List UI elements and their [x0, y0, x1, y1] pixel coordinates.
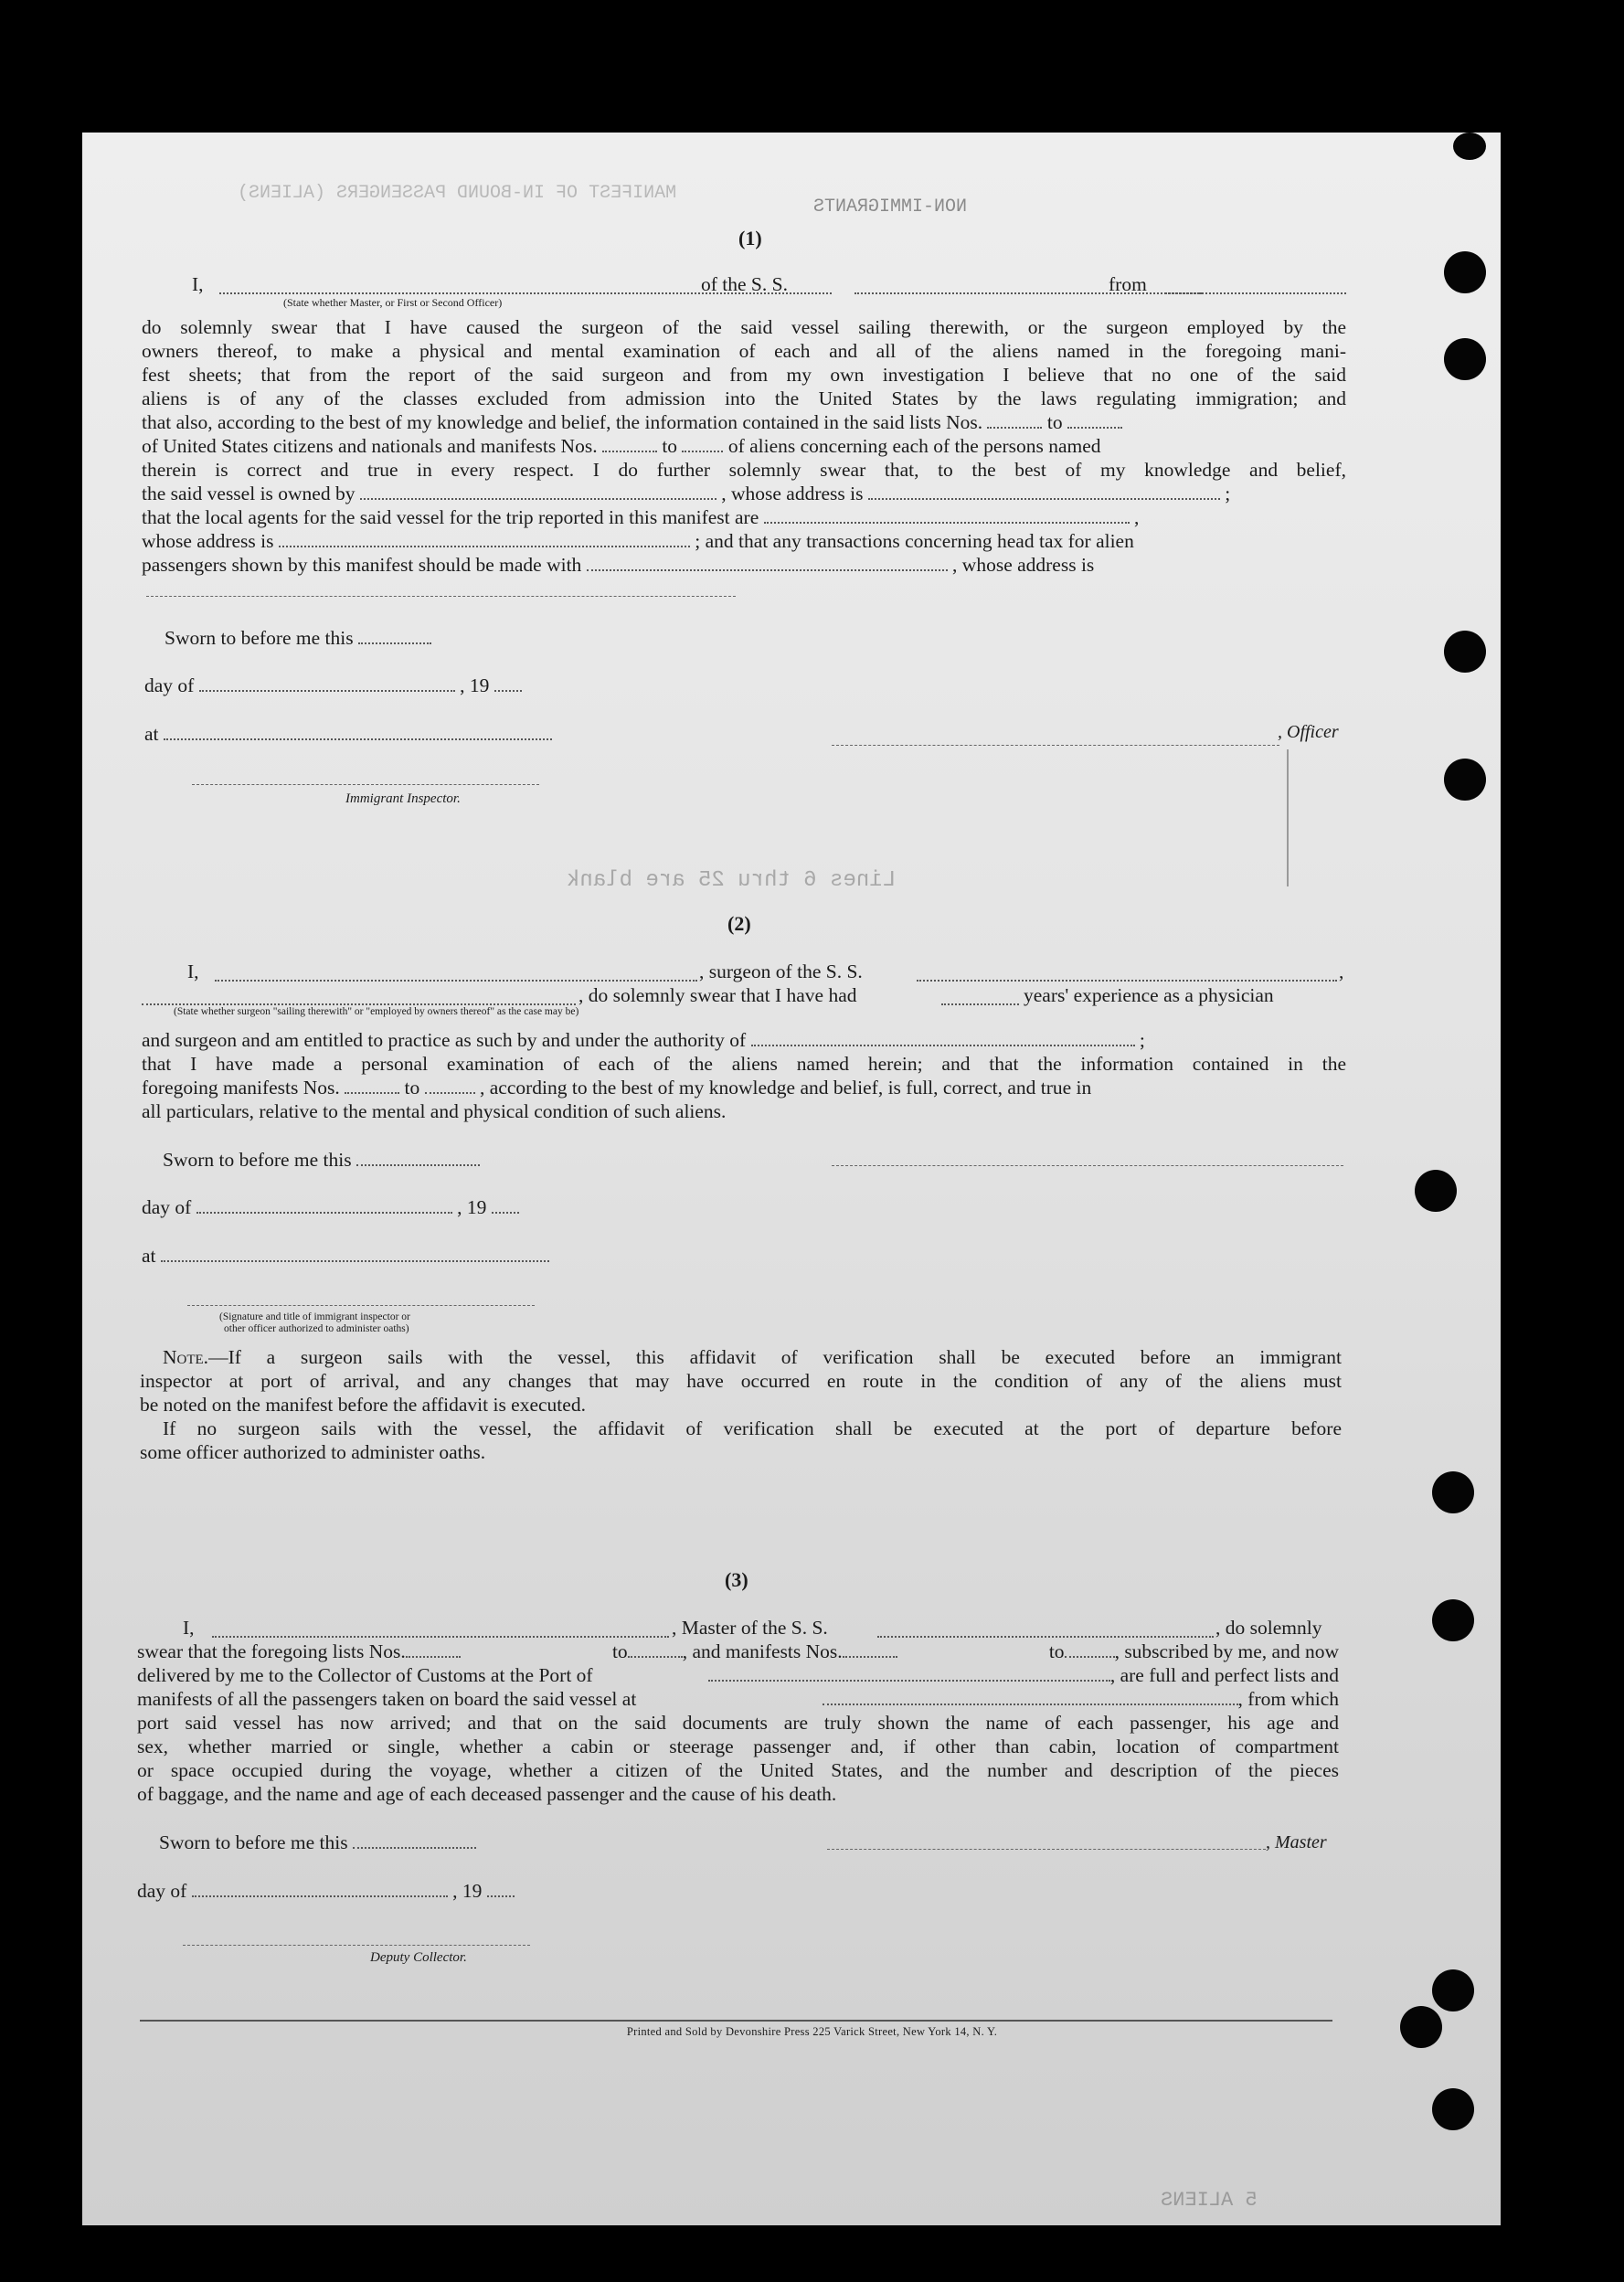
are-full-text: , are full and perfect lists and [1109, 1664, 1339, 1686]
section-2-para-line-1 [142, 1028, 1346, 1052]
note-line-4: If no surgeon sails with the vessel, the affidavit of verification shall be executed at the port of departure before [163, 1417, 1342, 1439]
section-3-para-line-4: port said vessel has now arrived; and that on the said documents are truly shown the name of each passenger, his age and [137, 1712, 1339, 1734]
officer-signature-line [832, 745, 1279, 746]
section-3-para-line-5: sex, whether married or single, whether a cabin or steerage passenger and, if other than cabin, location of compartment [137, 1735, 1339, 1757]
manifests-nos-text: of United States citizens and nationals and manifests Nos. [142, 435, 598, 457]
owned-by-text: the said vessel is owned by [142, 483, 356, 504]
sworn-line-2 [163, 1148, 620, 1172]
day-of-line-2 [142, 1195, 599, 1219]
semicolon: ; [1225, 483, 1231, 504]
year-field[interactable] [494, 677, 522, 692]
text-from: from [1109, 273, 1147, 295]
section-1-para-line-1: do solemnly swear that I have caused the surgeon of the said vessel sailing therewith, or the surgeon employed by the [142, 316, 1346, 338]
owner-address-field[interactable] [868, 485, 1220, 500]
at-field-2[interactable] [161, 1247, 549, 1262]
master-name-field-3[interactable] [212, 1623, 669, 1638]
master-signature-line [827, 1849, 1266, 1850]
owner-field[interactable] [360, 485, 716, 500]
inspector-signature-line [192, 784, 539, 785]
year-19-text: , 19 [457, 1196, 487, 1218]
sworn-text: Sworn to before me this [163, 1149, 352, 1171]
authority-text: and surgeon and am entitled to practice as such by and under the authority of [142, 1029, 747, 1051]
caption-surgeon: (State whether surgeon "sailing therewith" or "employed by owners thereof" as the case may be) [174, 1006, 579, 1017]
at-line-1 [144, 722, 601, 746]
sworn-line-3 [159, 1831, 616, 1854]
section-1-number: (1) [738, 227, 762, 249]
do-solemnly-text: , do solemnly [1215, 1617, 1322, 1639]
day-of-field-3[interactable] [192, 1883, 448, 1897]
binder-hole [1415, 1170, 1457, 1212]
sworn-date-field-2[interactable] [356, 1152, 480, 1166]
year-field-2[interactable] [492, 1199, 519, 1214]
text-i: I, [187, 961, 199, 982]
note-label: Note. [163, 1346, 209, 1368]
binder-hole [1444, 759, 1486, 801]
lists-nos-text: that also, according to the best of my knowledge and belief, the information contained in the said lists Nos. [142, 411, 983, 433]
agents-address-text: whose address is [142, 530, 274, 552]
section-2-para-line-3 [142, 1076, 1346, 1099]
whose-address-text: , whose address is [721, 483, 864, 504]
sworn-text: Sworn to before me this [159, 1831, 348, 1853]
manifests-all-text: manifests of all the passengers taken on board the said vessel at [137, 1688, 637, 1710]
semicolon: ; [1139, 1029, 1145, 1051]
to-text: to [662, 435, 678, 457]
inspector-signature-line-2 [187, 1305, 535, 1306]
surgeon-vessel-field[interactable] [917, 967, 1337, 982]
master-label: , Master [1266, 1832, 1327, 1852]
text-i: I, [183, 1617, 195, 1639]
transactions-text: passengers shown by this manifest should be made with [142, 554, 582, 576]
sworn-line-1 [165, 626, 621, 650]
to-text: to [404, 1077, 420, 1099]
lists-nos-field-3[interactable] [406, 1643, 461, 1658]
experience-text: years' experience as a physician [1024, 984, 1274, 1006]
manifests-to-field[interactable] [682, 438, 723, 452]
section-3-para-line-6: or space occupied during the voyage, whether a citizen of the United States, and the number and description of the pieces [137, 1759, 1339, 1781]
comma: , [1133, 506, 1140, 528]
lists-to-field[interactable] [1067, 414, 1122, 429]
subscribed-text: , subscribed by me, and now [1114, 1640, 1339, 1662]
solemnly-swear-text: , do solemnly swear that I have had [578, 984, 857, 1006]
address-continuation-line [146, 596, 736, 597]
bleed-through-manifest: MANIFEST OF IN-BOUND PASSENGERS (ALIENS) [238, 183, 677, 204]
bleed-through-aliens: 5 ALIENS [1161, 2189, 1258, 2212]
surgeon-of-ss-text: , surgeon of the S. S. [699, 961, 863, 982]
section-1-para-line-4: aliens is of any of the classes excluded from admission into the United States by the laws regulating immigration; and [142, 387, 1346, 409]
section-1-para-line-6 [142, 434, 1346, 458]
local-agents-field[interactable] [764, 509, 1130, 524]
officer-label: , Officer [1278, 722, 1339, 742]
master-vessel-field[interactable] [877, 1623, 1214, 1638]
sworn-date-field-3[interactable] [353, 1834, 476, 1849]
deputy-caption: Deputy Collector. [370, 1950, 467, 1965]
inspector-caption: Immigrant Inspector. [345, 791, 461, 806]
manifests-to-field-3[interactable] [1065, 1643, 1115, 1658]
lists-nos-text: swear that the foregoing lists Nos. [137, 1640, 406, 1662]
manifests-nos-field-3[interactable] [843, 1643, 897, 1658]
vessel-name-field[interactable] [854, 280, 1202, 294]
at-text: at [144, 723, 159, 745]
year-19-text: , 19 [460, 674, 490, 696]
manifests-nos-field-2[interactable] [345, 1079, 399, 1094]
head-tax-text: ; and that any transactions concerning head tax for alien [695, 530, 1134, 552]
day-of-line-1 [144, 674, 601, 697]
section-3-para-line-2 [137, 1663, 1339, 1687]
note-line-3: be noted on the manifest before the affidavit is executed. [140, 1394, 586, 1416]
to-text: to [611, 1640, 628, 1662]
section-2-number: (2) [727, 912, 751, 935]
comma: , [1339, 961, 1344, 982]
section-3-para-line-7: of baggage, and the name and age of each deceased passenger and the cause of his death. [137, 1783, 837, 1805]
transactions-party-field[interactable] [587, 557, 948, 571]
according-text: , according to the best of my knowledge and belief, is full, correct, and true in [480, 1077, 1092, 1099]
manifests-nos-field[interactable] [602, 438, 657, 452]
text-i: I, [192, 273, 204, 295]
section-3-number: (3) [725, 1568, 748, 1591]
bleed-through-non-immigrants: NON-IMMIGRANTS [813, 196, 968, 218]
section-1-para-line-8 [142, 482, 1346, 505]
from-which-text: , from which [1237, 1688, 1339, 1710]
to-text: to [1048, 1640, 1065, 1662]
at-text: at [142, 1245, 156, 1267]
binder-hole [1432, 1471, 1474, 1513]
port-from-field[interactable] [1165, 280, 1346, 294]
section-3-para-line-1 [137, 1640, 1339, 1663]
text-of-the-ss: of the S. S. [701, 273, 788, 295]
signature-caption-1: (Signature and title of immigrant inspector or [219, 1311, 410, 1322]
footer-rule [140, 2020, 1332, 2022]
year-19-text: , 19 [452, 1880, 483, 1902]
section-2-para-line-2: that I have made a personal examination of each of the aliens named herein; and that the information contained in the [142, 1053, 1346, 1075]
port-field[interactable] [708, 1667, 1110, 1682]
at-line-2 [142, 1244, 599, 1268]
day-of-text: day of [137, 1880, 187, 1902]
agents-address-field[interactable] [279, 533, 690, 547]
sworn-date-field[interactable] [358, 630, 431, 644]
note-text: —If a surgeon sails with the vessel, this affidavit of verification shall be executed before an immigrant [208, 1346, 1342, 1368]
binder-hole [1453, 133, 1486, 160]
local-agents-text: that the local agents for the said vessel for the trip reported in this manifest are [142, 506, 759, 528]
port-of-embarkation-field[interactable] [823, 1691, 1238, 1705]
note-line-5: some officer authorized to administer oaths. [140, 1441, 486, 1463]
manifests-nos-text: foregoing manifests Nos. [142, 1077, 340, 1099]
section-1-para-line-10 [142, 529, 1346, 553]
sworn-text: Sworn to before me this [165, 627, 354, 649]
collector-text: delivered by me to the Collector of Customs at the Port of [137, 1664, 593, 1686]
section-1-para-line-7: therein is correct and true in every respect. I do further solemnly swear that, to the best of my knowledge and belief, [142, 459, 1346, 481]
section-2-para-line-4: all particulars, relative to the mental and physical condition of such aliens. [142, 1100, 727, 1122]
manifests-to-field-2[interactable] [425, 1079, 475, 1094]
day-of-text: day of [142, 1196, 192, 1218]
at-field[interactable] [164, 726, 552, 740]
form-margin-rule [1287, 749, 1289, 886]
master-of-ss-text: , Master of the S. S. [672, 1617, 828, 1639]
lists-to-field-3[interactable] [628, 1643, 683, 1658]
bleed-through-lines-blank: Lines 6 thru 25 are blank [567, 868, 897, 893]
note-line-1 [163, 1345, 1342, 1369]
day-of-field-2[interactable] [196, 1199, 452, 1214]
section-1-para-line-5 [142, 410, 1346, 434]
aliens-text: of aliens concerning each of the persons named [727, 435, 1101, 457]
binder-hole [1432, 1599, 1474, 1641]
section-1-para-line-11 [142, 553, 1346, 577]
years-field[interactable] [941, 991, 1019, 1005]
surgeon-name-field[interactable] [215, 967, 697, 982]
note-line-2: inspector at port of arrival, and any changes that may have occurred en route in the condition of any of the aliens must [140, 1370, 1342, 1392]
section-1-para-line-3: fest sheets; that from the report of the said surgeon and from my own investigation I believe that no one of the said [142, 364, 1346, 386]
section-1-para-line-2: owners thereof, to make a physical and mental examination of each and all of the aliens named in the foregoing mani- [142, 340, 1346, 362]
day-of-text: day of [144, 674, 195, 696]
binder-hole [1444, 338, 1486, 380]
section-3-para-line-3 [137, 1687, 1339, 1711]
deputy-signature-line [183, 1945, 530, 1946]
binder-hole [1432, 2088, 1474, 2130]
section-1-para-line-9 [142, 505, 1346, 529]
caption-master: (State whether Master, or First or Second Officer) [283, 296, 503, 309]
surgeon-signature-line [832, 1165, 1343, 1166]
year-field-3[interactable] [487, 1883, 515, 1897]
whose-address-text: , whose address is [952, 554, 1095, 576]
to-text: to [1046, 411, 1063, 433]
signature-caption-2: other officer authorized to administer oaths) [224, 1323, 409, 1334]
authority-field[interactable] [751, 1032, 1135, 1046]
binder-hole [1444, 251, 1486, 293]
lists-nos-field[interactable] [987, 414, 1042, 429]
day-of-line-3 [137, 1879, 594, 1903]
and-manifests-text: , and manifests Nos. [682, 1640, 843, 1662]
printer-imprint: Printed and Sold by Devonshire Press 225 Varick Street, New York 14, N. Y. [626, 2025, 998, 2038]
binder-hole [1444, 631, 1486, 673]
binder-hole [1432, 1969, 1474, 2011]
surgeon-status-field[interactable] [142, 991, 576, 1005]
day-of-field[interactable] [199, 677, 455, 692]
